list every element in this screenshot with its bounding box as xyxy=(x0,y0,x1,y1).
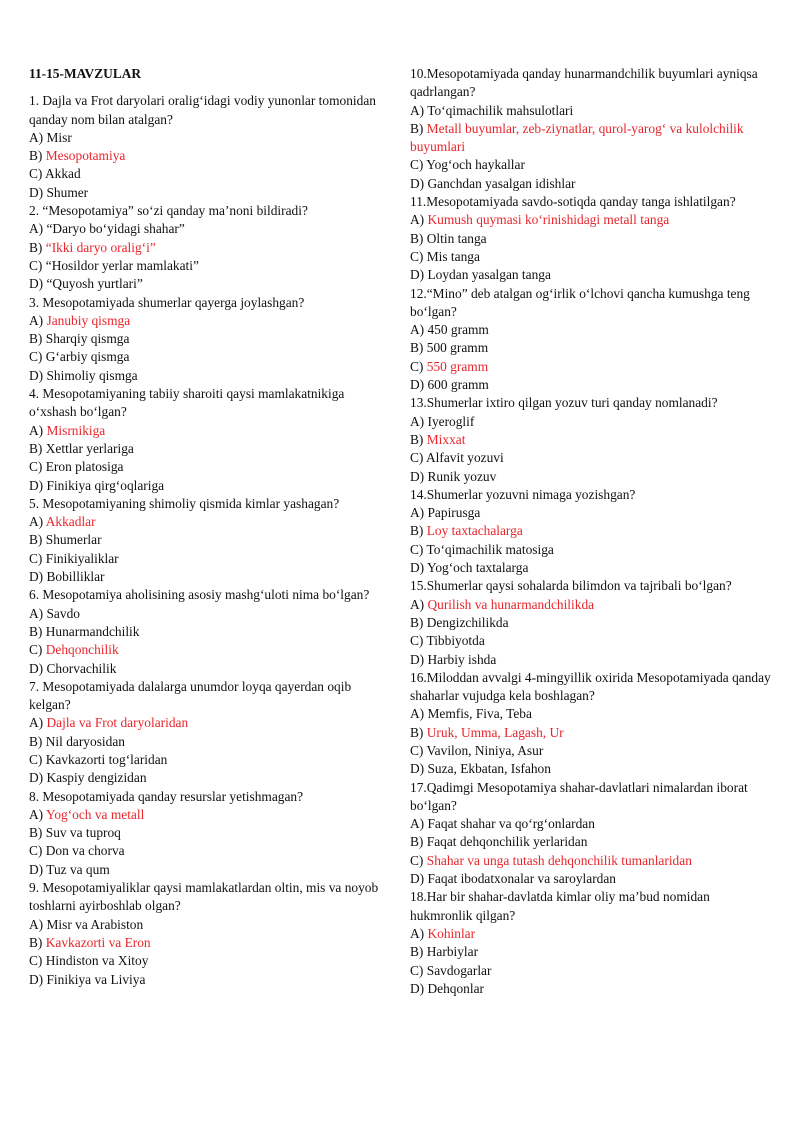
option-letter: C) xyxy=(410,450,426,466)
question-text: 11.Mesopotamiyada savdo-sotiqda qanday tanga ishlatilgan? xyxy=(410,194,736,210)
right-question-list xyxy=(410,65,775,998)
option-letter: C) xyxy=(29,459,46,475)
question-text: 10.Mesopotamiyada qanday hunarmandchilik buyumlari ayniqsa qadrlangan? xyxy=(410,66,758,100)
question-text: 12.“Mino” deb atalgan og‘irlik o‘lchovi qancha kumushga teng bo‘lgan? xyxy=(410,285,750,319)
answer-option xyxy=(29,477,391,495)
answer-option xyxy=(410,943,775,961)
answer-option xyxy=(29,440,391,458)
correct-answer-text: Uruk, Umma, Lagash, Ur xyxy=(426,724,564,740)
answer-option xyxy=(410,376,775,394)
answer-option xyxy=(410,742,775,760)
answer-option xyxy=(410,102,775,120)
answer-option xyxy=(29,714,391,732)
question-text: 1. Dajla va Frot daryolari oralig‘idagi vodiy yunonlar tomonidan qanday nom bilan atalgan? xyxy=(29,93,376,127)
option-letter: C) xyxy=(29,843,46,859)
option-text: Faqat ibodatxonalar va saroylardan xyxy=(427,871,616,887)
option-text: Kaspiy dengizidan xyxy=(46,770,147,786)
answer-option xyxy=(410,413,775,431)
option-text: Sharqiy qismga xyxy=(45,331,130,347)
correct-answer-text: Dajla va Frot daryolaridan xyxy=(46,715,189,731)
option-letter: C) xyxy=(29,953,46,969)
option-letter: A) xyxy=(29,605,47,621)
option-text: To‘qimachilik mahsulotlari xyxy=(427,102,574,118)
option-letter: B) xyxy=(29,733,46,749)
option-letter: B) xyxy=(410,724,427,740)
option-letter: C) xyxy=(410,742,427,758)
option-letter: C) xyxy=(410,633,427,649)
answer-option xyxy=(410,614,775,632)
option-letter: D) xyxy=(29,477,47,493)
option-letter: C) xyxy=(29,166,45,182)
option-letter: C) xyxy=(410,962,427,978)
correct-answer-text: Kumush quymasi ko‘rinishidagi metall tanga xyxy=(427,212,670,228)
option-text: Finikiya va Liviya xyxy=(46,971,146,987)
option-letter: D) xyxy=(410,761,428,777)
left-column xyxy=(29,65,391,989)
answer-option xyxy=(29,952,391,970)
answer-option xyxy=(29,422,391,440)
option-letter: D) xyxy=(29,770,47,786)
option-letter: B) xyxy=(410,120,427,136)
option-text: Dengizchilikda xyxy=(426,614,509,630)
correct-answer-text: Shahar va unga tutash dehqonchilik tumanlaridan xyxy=(426,852,692,868)
option-text: Chorvachilik xyxy=(46,660,117,676)
answer-option xyxy=(29,733,391,751)
option-letter: A) xyxy=(410,706,428,722)
answer-option xyxy=(410,248,775,266)
question-block xyxy=(29,92,391,202)
option-text: Vavilon, Niniya, Asur xyxy=(426,742,544,758)
question-text: 17.Qadimgi Mesopotamiya shahar-davlatlari nimalardan iborat bo‘lgan? xyxy=(410,779,748,813)
question-block xyxy=(29,202,391,293)
answer-option xyxy=(410,504,775,522)
option-letter: A) xyxy=(29,129,47,145)
answer-option xyxy=(410,852,775,870)
option-letter: A) xyxy=(29,422,47,438)
question-block xyxy=(410,394,775,485)
answer-option xyxy=(29,275,391,293)
option-text: Shumer xyxy=(46,184,89,200)
option-letter: B) xyxy=(410,834,427,850)
right-column xyxy=(410,65,775,998)
answer-option xyxy=(410,705,775,723)
question-block xyxy=(410,65,775,193)
question-block xyxy=(29,294,391,385)
answer-option xyxy=(410,541,775,559)
question-text: 15.Shumerlar qaysi sohalarda bilimdon va tajribali bo‘lgan? xyxy=(410,578,732,594)
question-block xyxy=(29,586,391,677)
option-letter: C) xyxy=(29,550,46,566)
option-text: Suv va tuproq xyxy=(45,825,121,841)
answer-option xyxy=(29,312,391,330)
option-text: “Hosildor yerlar mamlakati” xyxy=(45,257,199,273)
correct-answer-text: Mixxat xyxy=(426,431,466,447)
answer-option xyxy=(410,962,775,980)
option-letter: A) xyxy=(410,102,428,118)
option-letter: A) xyxy=(29,514,46,530)
question-block xyxy=(29,788,391,879)
answer-option xyxy=(29,934,391,952)
option-text: 500 gramm xyxy=(426,340,489,356)
option-letter: C) xyxy=(29,751,46,767)
question-text: 9. Mesopotamiyaliklar qaysi mamlakatlardan oltin, mis va noyob toshlarni ayirboshlab olgan? xyxy=(29,880,379,914)
option-letter: C) xyxy=(410,541,427,557)
option-text: Alfavit yozuvi xyxy=(426,450,504,466)
answer-option xyxy=(29,239,391,257)
question-block xyxy=(410,669,775,779)
answer-option xyxy=(410,632,775,650)
option-letter: B) xyxy=(29,532,46,548)
answer-option xyxy=(29,257,391,275)
option-text: Harbiylar xyxy=(426,944,479,960)
option-letter: D) xyxy=(29,861,47,877)
correct-answer-text: Dehqonchilik xyxy=(45,642,119,658)
option-text: To‘qimachilik matosiga xyxy=(426,541,554,557)
option-text: “Quyosh yurtlari” xyxy=(46,276,143,292)
answer-option xyxy=(410,468,775,486)
option-text: Hindiston va Xitoy xyxy=(45,953,149,969)
answer-option xyxy=(410,724,775,742)
answer-option xyxy=(410,980,775,998)
option-letter: A) xyxy=(410,505,428,521)
question-block xyxy=(410,779,775,889)
answer-option xyxy=(410,596,775,614)
option-text: Hunarmandchilik xyxy=(45,623,140,639)
option-letter: B) xyxy=(410,230,427,246)
option-letter: A) xyxy=(29,715,47,731)
question-block xyxy=(410,486,775,577)
option-letter: A) xyxy=(29,221,47,237)
answer-option xyxy=(29,129,391,147)
answer-option xyxy=(29,916,391,934)
option-text: G‘arbiy qismga xyxy=(45,349,130,365)
option-text: Finikiyaliklar xyxy=(45,550,119,566)
option-letter: B) xyxy=(29,440,46,456)
option-letter: D) xyxy=(410,560,427,576)
correct-answer-text: 550 gramm xyxy=(426,358,489,374)
option-letter: A) xyxy=(410,413,428,429)
answer-option xyxy=(29,184,391,202)
correct-answer-text: Kohinlar xyxy=(427,925,476,941)
option-letter: D) xyxy=(410,468,428,484)
option-text: Misr xyxy=(46,129,72,145)
answer-option xyxy=(29,824,391,842)
option-text: Eron platosiga xyxy=(45,459,124,475)
option-letter: A) xyxy=(29,916,47,932)
answer-option xyxy=(410,339,775,357)
option-text: Tuz va qum xyxy=(46,861,110,877)
answer-option xyxy=(410,175,775,193)
option-letter: C) xyxy=(29,349,46,365)
option-text: Savdo xyxy=(46,605,80,621)
option-text: Xettlar yerlariga xyxy=(45,440,134,456)
answer-option xyxy=(410,815,775,833)
answer-option xyxy=(29,769,391,787)
question-text: 18.Har bir shahar-davlatda kimlar oliy ma’bud nomidan hukmronlik qilgan? xyxy=(410,889,710,923)
correct-answer-text: “Ikki daryo oralig‘i” xyxy=(45,239,156,255)
option-letter: C) xyxy=(410,358,427,374)
option-text: Kavkazorti tog‘laridan xyxy=(45,751,168,767)
option-letter: B) xyxy=(29,239,46,255)
option-letter: D) xyxy=(410,175,428,191)
answer-option xyxy=(410,358,775,376)
option-text: Don va chorva xyxy=(45,843,125,859)
option-letter: D) xyxy=(29,184,47,200)
question-text: 7. Mesopotamiyada dalalarga unumdor loyqa qayerdan oqib kelgan? xyxy=(29,678,352,713)
option-letter: C) xyxy=(29,257,46,273)
answer-option xyxy=(410,120,775,157)
option-letter: D) xyxy=(29,276,47,292)
answer-option xyxy=(29,165,391,183)
option-letter: B) xyxy=(410,340,427,356)
answer-option xyxy=(29,458,391,476)
option-letter: D) xyxy=(410,377,428,393)
correct-answer-text: Akkadlar xyxy=(45,514,96,530)
answer-option xyxy=(410,559,775,577)
option-text: Faqat dehqonchilik yerlaridan xyxy=(426,834,588,850)
answer-option xyxy=(410,651,775,669)
answer-option xyxy=(410,230,775,248)
option-text: Akkad xyxy=(45,166,81,182)
page-heading: 11-15-MAVZULAR xyxy=(29,66,142,81)
question-text: 4. Mesopotamiyaning tabiiy sharoiti qaysi mamlakatnikiga o‘xshash bo‘lgan? xyxy=(29,386,345,420)
option-text: Shimoliy qismga xyxy=(46,367,138,383)
answer-option xyxy=(29,605,391,623)
question-text: 8. Mesopotamiyada qanday resurslar yetishmagan? xyxy=(29,788,304,804)
answer-option xyxy=(29,513,391,531)
option-text: Bobilliklar xyxy=(46,569,105,585)
question-text: 13.Shumerlar ixtiro qilgan yozuv turi qanday nomlanadi? xyxy=(410,395,718,411)
answer-option xyxy=(410,760,775,778)
option-text: Dehqonlar xyxy=(427,980,485,996)
option-letter: D) xyxy=(29,971,47,987)
option-text: Yog‘och haykallar xyxy=(426,157,525,173)
answer-option xyxy=(410,925,775,943)
option-text: Papirusga xyxy=(427,505,481,521)
option-text: 600 gramm xyxy=(427,377,489,393)
option-letter: B) xyxy=(410,944,427,960)
answer-option xyxy=(29,568,391,586)
option-letter: B) xyxy=(29,934,46,950)
option-letter: A) xyxy=(29,806,46,822)
answer-option xyxy=(29,842,391,860)
option-letter: B) xyxy=(29,148,46,164)
question-text: 16.Miloddan avvalgi 4-mingyillik oxirida Mesopotamiyada qanday shaharlar vujudga kela boshlagan? xyxy=(410,669,771,704)
question-text: 14.Shumerlar yozuvni nimaga yozishgan? xyxy=(410,486,636,502)
option-letter: A) xyxy=(410,925,428,941)
correct-answer-text: Janubiy qismga xyxy=(46,312,131,328)
option-letter: A) xyxy=(410,322,428,338)
correct-answer-text: Qurilish va hunarmandchilikda xyxy=(427,596,595,612)
option-letter: D) xyxy=(410,651,428,667)
answer-option xyxy=(410,522,775,540)
option-letter: B) xyxy=(410,431,427,447)
option-letter: B) xyxy=(410,523,427,539)
option-letter: C) xyxy=(410,852,427,868)
answer-option xyxy=(29,641,391,659)
answer-option xyxy=(29,531,391,549)
option-text: Ganchdan yasalgan idishlar xyxy=(427,175,576,191)
option-letter: D) xyxy=(29,569,47,585)
answer-option xyxy=(29,751,391,769)
option-letter: B) xyxy=(29,623,46,639)
question-block xyxy=(29,495,391,586)
option-text: Misr va Arabiston xyxy=(46,916,144,932)
correct-answer-text: Yog‘och va metall xyxy=(45,806,145,822)
option-text: Mis tanga xyxy=(426,248,480,264)
option-text: Suza, Ekbatan, Isfahon xyxy=(427,761,551,777)
answer-option xyxy=(29,550,391,568)
left-question-list xyxy=(29,92,391,989)
answer-option xyxy=(29,806,391,824)
question-block xyxy=(29,879,391,989)
question-text: 3. Mesopotamiyada shumerlar qayerga joylashgan? xyxy=(29,294,305,310)
option-text: Loydan yasalgan tanga xyxy=(427,267,551,283)
option-letter: D) xyxy=(29,367,47,383)
option-text: Oltin tanga xyxy=(426,230,487,246)
option-letter: B) xyxy=(29,331,46,347)
option-text: Shumerlar xyxy=(45,532,102,548)
answer-option xyxy=(29,367,391,385)
question-text: 6. Mesopotamiya aholisining asosiy mashg‘uloti nima bo‘lgan? xyxy=(29,587,370,603)
option-letter: C) xyxy=(29,642,46,658)
question-block xyxy=(410,888,775,998)
answer-option xyxy=(410,833,775,851)
answer-option xyxy=(29,330,391,348)
option-letter: C) xyxy=(410,157,427,173)
option-text: Faqat shahar va qo‘rg‘onlardan xyxy=(427,816,595,832)
answer-option xyxy=(410,870,775,888)
option-text: Runik yozuv xyxy=(427,468,497,484)
answer-option xyxy=(29,971,391,989)
option-text: Memfis, Fiva, Teba xyxy=(427,706,532,722)
answer-option xyxy=(29,623,391,641)
correct-answer-text: Metall buyumlar, zeb-ziynatlar, qurol-yarog‘ va kulolchilik buyumlari xyxy=(410,120,744,155)
option-letter: B) xyxy=(29,825,46,841)
option-letter: D) xyxy=(29,660,47,676)
option-letter: D) xyxy=(410,871,428,887)
answer-option xyxy=(410,211,775,229)
answer-option xyxy=(29,348,391,366)
question-text: 5. Mesopotamiyaning shimoliy qismida kimlar yashagan? xyxy=(29,495,340,511)
answer-option xyxy=(29,861,391,879)
answer-option xyxy=(410,431,775,449)
correct-answer-text: Loy taxtachalarga xyxy=(426,523,523,539)
option-letter: C) xyxy=(410,248,427,264)
answer-option xyxy=(410,449,775,467)
question-block xyxy=(29,385,391,495)
option-letter: D) xyxy=(410,267,428,283)
answer-option xyxy=(29,660,391,678)
answer-option xyxy=(410,266,775,284)
option-text: Tibbiyotda xyxy=(426,633,485,649)
option-letter: A) xyxy=(410,816,428,832)
correct-answer-text: Kavkazorti va Eron xyxy=(45,934,151,950)
correct-answer-text: Mesopotamiya xyxy=(45,148,126,164)
question-block xyxy=(410,193,775,284)
answer-option xyxy=(29,147,391,165)
option-text: Iyeroglif xyxy=(427,413,475,429)
option-text: Yog‘och taxtalarga xyxy=(426,560,529,576)
option-text: 450 gramm xyxy=(427,322,489,338)
option-letter: B) xyxy=(410,614,427,630)
question-block xyxy=(29,678,391,788)
option-letter: A) xyxy=(29,312,47,328)
question-text: 2. “Mesopotamiya” so‘zi qanday ma’noni bildiradi? xyxy=(29,203,308,219)
option-text: Finikiya qirg‘oqlariga xyxy=(46,477,165,493)
answer-option xyxy=(410,156,775,174)
correct-answer-text: Misrnikiga xyxy=(46,422,106,438)
answer-option xyxy=(410,321,775,339)
option-letter: A) xyxy=(410,596,428,612)
question-block xyxy=(410,285,775,395)
question-block xyxy=(410,577,775,668)
option-letter: D) xyxy=(410,980,428,996)
option-text: “Daryo bo‘yidagi shahar” xyxy=(46,221,185,237)
answer-option xyxy=(29,220,391,238)
option-text: Savdogarlar xyxy=(426,962,492,978)
option-letter: A) xyxy=(410,212,428,228)
option-text: Nil daryosidan xyxy=(45,733,125,749)
option-text: Harbiy ishda xyxy=(427,651,497,667)
